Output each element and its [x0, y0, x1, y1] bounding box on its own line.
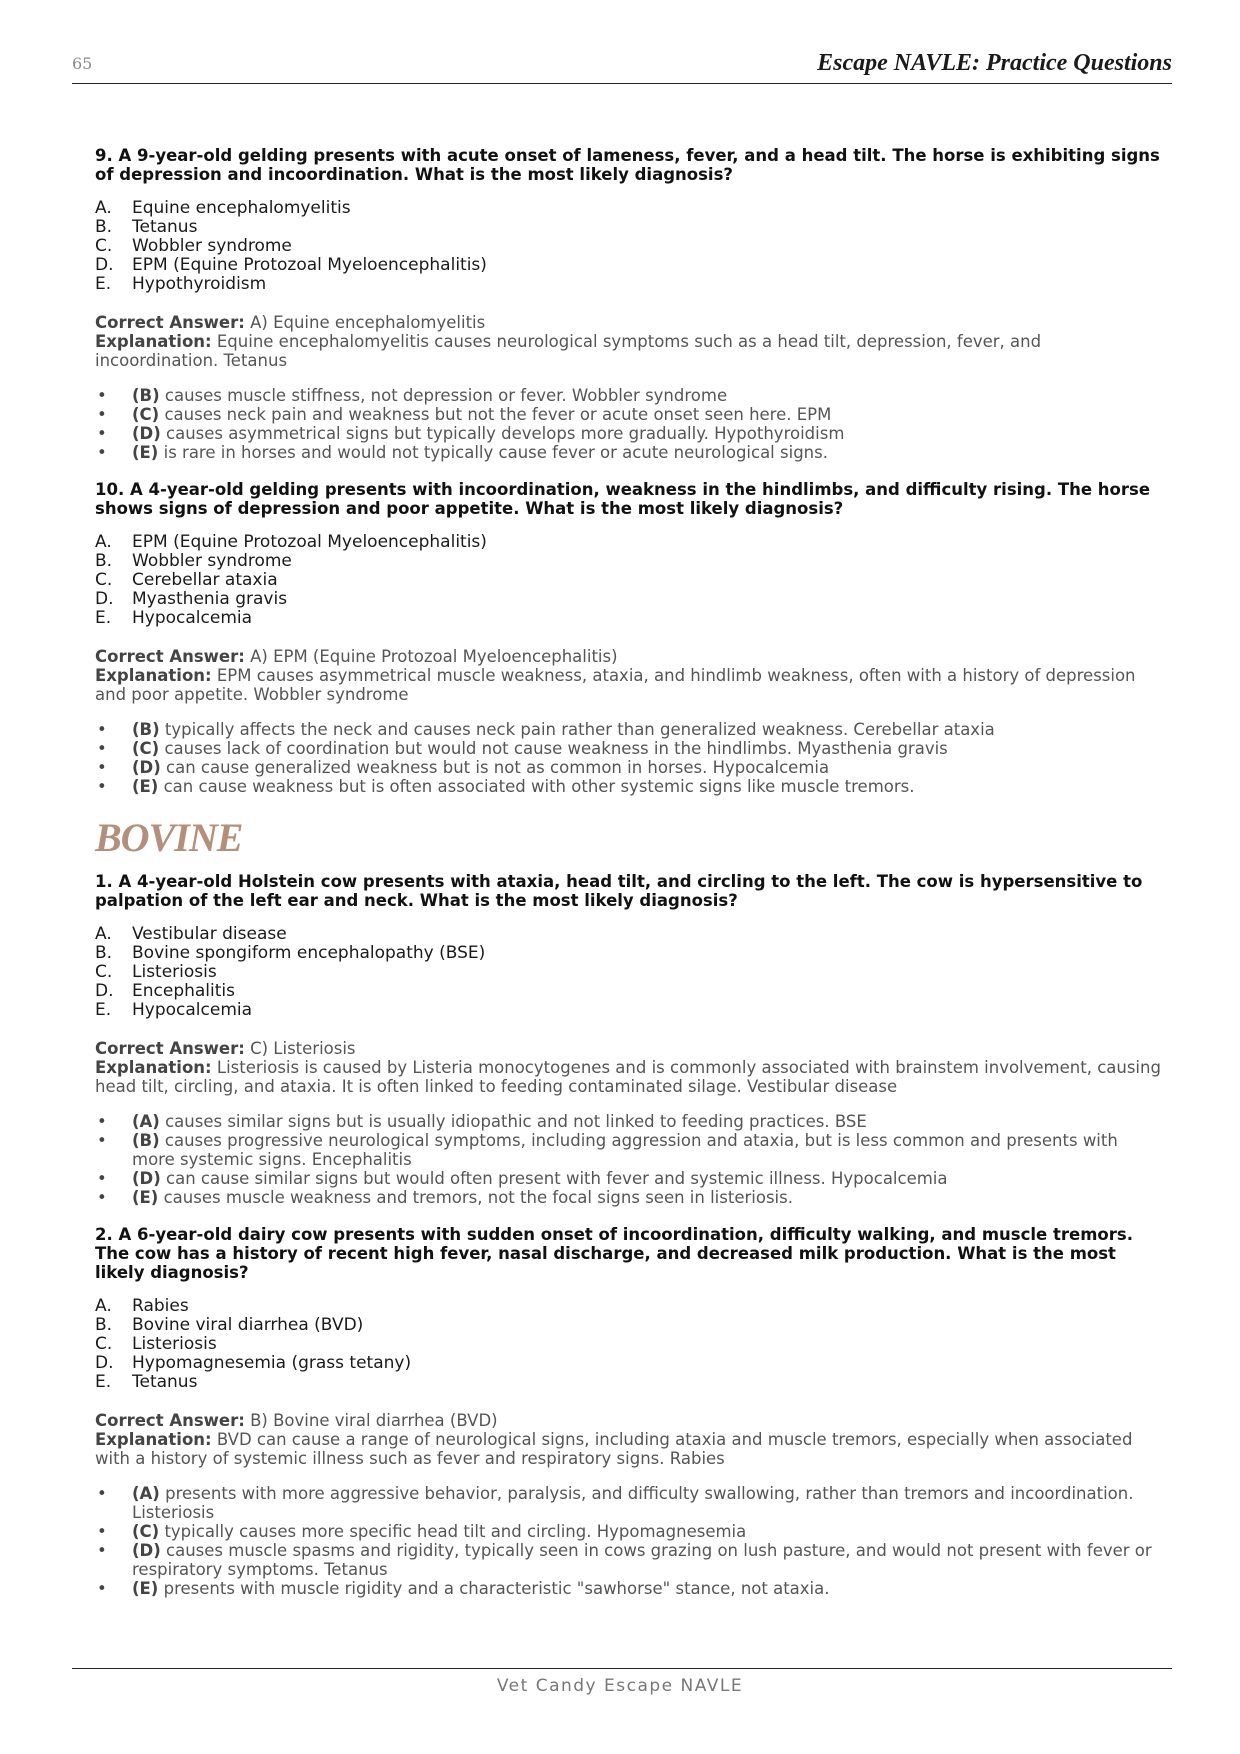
answer-options	[95, 199, 1165, 294]
answer-options	[95, 533, 1165, 628]
option-item: B. Bovine viral diarrhea (BVD)	[95, 1315, 364, 1335]
list-item: • (C) causes neck pain and weakness but not the fever or acute onset seen here. EPM	[95, 405, 1165, 424]
option-item: A. Rabies	[95, 1296, 189, 1316]
option-item: A. EPM (Equine Protozoal Myeloencephalitis)	[95, 532, 487, 552]
answer-options	[95, 1297, 1165, 1392]
list-item: • (B) causes muscle stiffness, not depression or fever. Wobbler syndrome	[95, 386, 1165, 405]
question-block	[95, 1225, 1165, 1598]
option-item: B. Wobbler syndrome	[95, 551, 292, 571]
book-title: Escape NAVLE: Practice Questions	[817, 50, 1172, 76]
distractor-list	[95, 720, 1165, 796]
explanation: Explanation: BVD can cause a range of neurological signs, including ataxia and muscle tremors, especially when associated with a history of systemic illness such as fever and respiratory signs. Rabies	[95, 1430, 1133, 1468]
option-item: E. Hypothyroidism	[95, 274, 267, 294]
question-text: 9. A 9-year-old gelding presents with acute onset of lameness, fever, and a head tilt. The horse is exhibiting signs of depression and incoordination. What is the most likely diagnosis?	[95, 146, 1160, 184]
list-item: • (E) can cause weakness but is often associated with other systemic signs like muscle tremors.	[95, 777, 1165, 796]
question-text: 10. A 4-year-old gelding presents with incoordination, weakness in the hindlimbs, and difficulty rising. The horse shows signs of depression and poor appetite. What is the most likely diagnosis?	[95, 480, 1151, 518]
option-item: D. EPM (Equine Protozoal Myeloencephalitis)	[95, 255, 487, 275]
option-item: C. Listeriosis	[95, 962, 217, 982]
option-item: B. Bovine spongiform encephalopathy (BSE)	[95, 943, 486, 963]
page-number: 65	[72, 54, 93, 73]
correct-answer: Correct Answer: A) Equine encephalomyelitis	[95, 313, 486, 332]
list-item: • (E) presents with muscle rigidity and a characteristic "sawhorse" stance, not ataxia.	[95, 1579, 1165, 1598]
list-item: • (D) causes muscle spasms and rigidity, typically seen in cows grazing on lush pasture, and would not present with fever or respiratory symptoms. Tetanus	[95, 1541, 1165, 1579]
list-item: • (B) typically affects the neck and causes neck pain rather than generalized weakness. Cerebellar ataxia	[95, 720, 1165, 739]
distractor-list	[95, 1112, 1165, 1207]
question-text: 2. A 6-year-old dairy cow presents with sudden onset of incoordination, difficulty walking, and muscle tremors. The cow has a history of recent high fever, nasal discharge, and decreased milk production. What is the most likely diagnosis?	[95, 1225, 1133, 1282]
option-item: D. Myasthenia gravis	[95, 589, 288, 609]
page-footer: Vet Candy Escape NAVLE	[496, 1676, 744, 1696]
option-item: D. Encephalitis	[95, 981, 235, 1001]
list-item: • (E) causes muscle weakness and tremors, not the focal signs seen in listeriosis.	[95, 1188, 1165, 1207]
page-content	[95, 146, 1165, 1616]
list-item: • (B) causes progressive neurological symptoms, including aggression and ataxia, but is less common and presents with more systemic signs. Encephalitis	[95, 1131, 1165, 1169]
list-item: • (C) typically causes more specific head tilt and circling. Hypomagnesemia	[95, 1522, 1165, 1541]
correct-answer: Correct Answer: B) Bovine viral diarrhea (BVD)	[95, 1411, 498, 1430]
distractor-list	[95, 386, 1165, 462]
option-item: C. Listeriosis	[95, 1334, 217, 1354]
explanation: Explanation: Equine encephalomyelitis causes neurological symptoms such as a head tilt, depression, fever, and incoordination. Tetanus	[95, 332, 1042, 370]
option-item: E. Tetanus	[95, 1372, 198, 1392]
option-item: E. Hypocalcemia	[95, 1000, 253, 1020]
page-header	[72, 46, 1172, 84]
question-block	[95, 872, 1165, 1207]
list-item: • (A) causes similar signs but is usually idiopathic and not linked to feeding practices. BSE	[95, 1112, 1165, 1131]
question-text: 1. A 4-year-old Holstein cow presents with ataxia, head tilt, and circling to the left. The cow is hypersensitive to palpation of the left ear and neck. What is the most likely diagnosis?	[95, 872, 1143, 910]
list-item: • (A) presents with more aggressive behavior, paralysis, and difficulty swallowing, rather than tremors and incoordination. Listeriosis	[95, 1484, 1165, 1522]
option-item: B. Tetanus	[95, 217, 198, 237]
option-item: E. Hypocalcemia	[95, 608, 253, 628]
explanation: Explanation: EPM causes asymmetrical muscle weakness, ataxia, and hindlimb weakness, often with a history of depression and poor appetite. Wobbler syndrome	[95, 666, 1136, 704]
option-item: A. Vestibular disease	[95, 924, 287, 944]
section-title: BOVINE	[95, 815, 243, 860]
list-item: • (D) can cause generalized weakness but is not as common in horses. Hypocalcemia	[95, 758, 1165, 777]
option-item: A. Equine encephalomyelitis	[95, 198, 351, 218]
footer-divider	[72, 1668, 1172, 1669]
answer-options	[95, 925, 1165, 1020]
list-item: • (C) causes lack of coordination but would not cause weakness in the hindlimbs. Myasthenia gravis	[95, 739, 1165, 758]
option-item: C. Wobbler syndrome	[95, 236, 292, 256]
correct-answer: Correct Answer: A) EPM (Equine Protozoal Myeloencephalitis)	[95, 647, 618, 666]
question-block	[95, 480, 1165, 796]
distractor-list	[95, 1484, 1165, 1598]
option-item: C. Cerebellar ataxia	[95, 570, 278, 590]
option-item: D. Hypomagnesemia (grass tetany)	[95, 1353, 412, 1373]
list-item: • (D) can cause similar signs but would often present with fever and systemic illness. Hypocalcemia	[95, 1169, 1165, 1188]
question-block	[95, 146, 1165, 462]
correct-answer: Correct Answer: C) Listeriosis	[95, 1039, 356, 1058]
explanation: Explanation: Listeriosis is caused by Listeria monocytogenes and is commonly associated with brainstem involvement, causing head tilt, circling, and ataxia. It is often linked to feeding contaminated silage. Vestibular disease	[95, 1058, 1161, 1096]
list-item: • (D) causes asymmetrical signs but typically develops more gradually. Hypothyroidism	[95, 424, 1165, 443]
list-item: • (E) is rare in horses and would not typically cause fever or acute neurological signs.	[95, 443, 1165, 462]
